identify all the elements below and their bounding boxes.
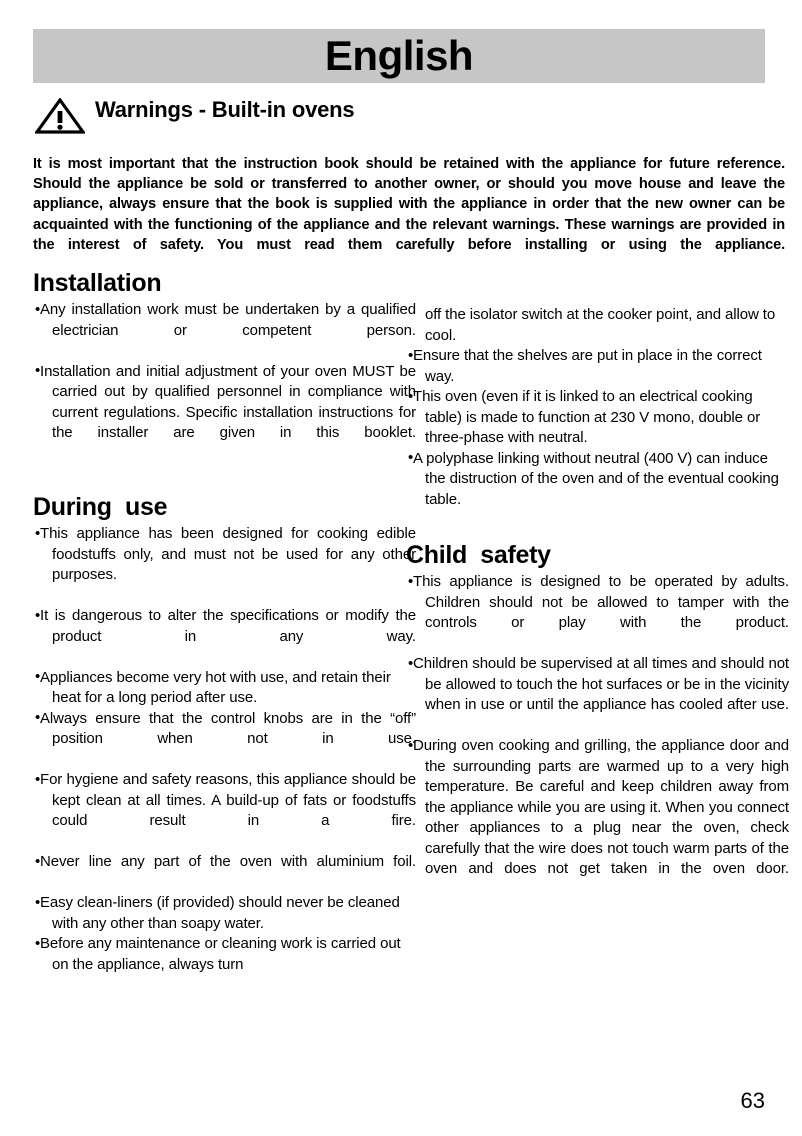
list-item-text: • Easy clean-liners (if provided) should never be cleaned with any other than soapy water.: [40, 894, 400, 932]
section-heading-installation: Installation: [33, 269, 162, 297]
list-item-text: • For hygiene and safety reasons, this appliance should be kept clean at all times. A build-up of fats or foodstuffs could result in a fire.: [40, 771, 416, 829]
list-item: [33, 300, 416, 362]
list-item: [33, 893, 416, 934]
list-item: [33, 668, 416, 709]
intro-paragraph: It is most important that the instruction book should be retained with the appliance for future reference. Should the appliance be sold or transferred to another owner, or should you move house and leave the appliance, always ensure that the book is supplied with the appliance in order that the new owner can be acquainted with the functioning of the appliance and the relevant warnings. These warnings are provided in the interest of safety. You must read them carefully before installing or using the appliance.: [33, 155, 785, 254]
warnings-header: [33, 96, 773, 132]
list-item: [33, 606, 416, 668]
list-item-text: • Children should be supervised at all times and should not be allowed to touch the hot surfaces or be in the vicinity when in use or until the appliance has cooled after use.: [413, 655, 789, 713]
right-column: [406, 305, 789, 900]
list-item: [33, 770, 416, 852]
list-item-text: • Before any maintenance or cleaning work is carried out on the appliance, always turn: [40, 935, 401, 973]
list-item-text: • This oven (even if it is linked to an electrical cooking table) is made to function at 230 V mono, double or three-phase with neutral.: [413, 388, 761, 446]
list-item-text: • Installation and initial adjustment of your oven MUST be carried out by qualified personnel in compliance with current regulations. Specific installation instructions for the installer are given in this booklet.: [40, 362, 416, 441]
list-item-text: • Always ensure that the control knobs are in the “off” position when not in use.: [40, 709, 416, 747]
list-item: [406, 346, 789, 387]
left-column: [33, 268, 416, 975]
list-item: [406, 449, 789, 511]
list-item-text: • A polyphase linking without neutral (400 V) can induce the distruction of the oven and of the eventual cooking table.: [413, 449, 779, 508]
warning-triangle-icon: [35, 98, 85, 134]
list-item: [33, 524, 416, 606]
warnings-title: Warnings - Built-in ovens: [95, 97, 355, 122]
language-title: English: [324, 32, 474, 79]
installation-continued-bullet-list: [406, 346, 789, 510]
list-item-text: • Any installation work must be undertaken by a qualified electrician or competent person.: [40, 301, 416, 339]
section-heading-child-safety: Child safety: [406, 541, 551, 569]
list-item: [406, 654, 789, 736]
list-item: [406, 387, 789, 449]
spacer: [406, 510, 789, 540]
spacer: [33, 464, 416, 492]
list-item-text: • Appliances become very hot with use, and retain their heat for a long period after use.: [40, 668, 391, 706]
installation-bullet-list: [33, 300, 416, 464]
installation-continuation-text: off the isolator switch at the cooker point, and allow to cool.: [425, 306, 776, 344]
list-item-text: • It is dangerous to alter the specifications or modify the product in any way.: [40, 607, 416, 645]
list-item: [33, 934, 416, 975]
during-use-bullet-list: [33, 524, 416, 975]
list-item-text: • During oven cooking and grilling, the appliance door and the surrounding parts are warmed up to a very high temperature. Be careful and keep children away from the appliance while you are using it. When you connect other appliances to a plug near the oven, check carefully that the wire does not touch warm parts of the oven and does not get taken in the oven door.: [413, 737, 789, 877]
list-item: [406, 572, 789, 654]
list-item: [33, 709, 416, 771]
page-number: 63: [740, 1088, 765, 1113]
section-heading-during-use: During use: [33, 493, 168, 521]
list-item: [33, 362, 416, 465]
list-item: [33, 852, 416, 893]
language-banner: [33, 29, 765, 83]
child-safety-bullet-list: [406, 572, 789, 900]
list-item-text: • This appliance is designed to be operated by adults. Children should not be allowed to tamper with the controls or play with the product.: [413, 573, 789, 631]
list-item: [406, 736, 789, 900]
list-item-text: • Ensure that the shelves are put in place in the correct way.: [413, 347, 762, 385]
list-item-text: • This appliance has been designed for cooking edible foodstuffs only, and must not be used for any other purposes.: [40, 525, 416, 583]
list-item-text: • Never line any part of the oven with aluminium foil.: [40, 853, 416, 870]
